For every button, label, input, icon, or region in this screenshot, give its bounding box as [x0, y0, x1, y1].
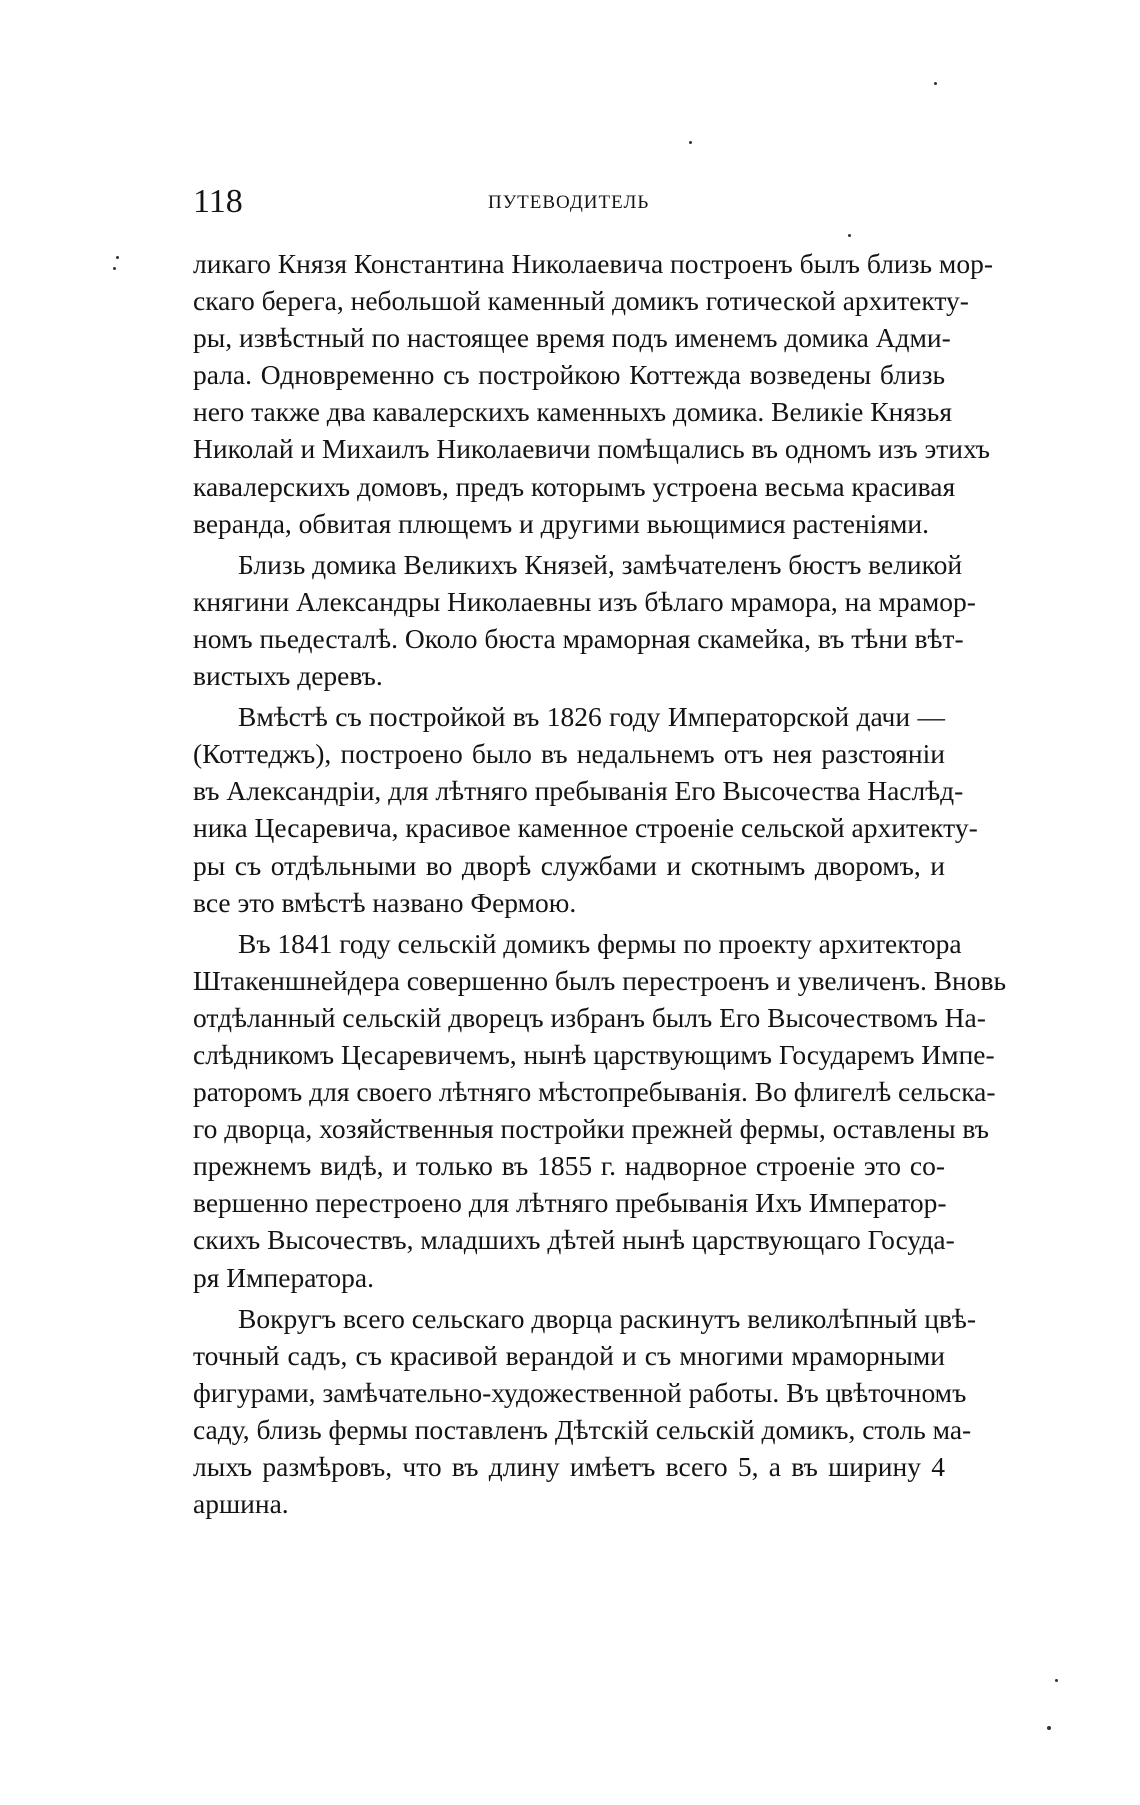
- text-line: прежнемъ видѣ, и только въ 1855 г. надворное строеніе это со-: [193, 1150, 945, 1182]
- text-line: все это вмѣстѣ названо Фермою.: [193, 886, 577, 918]
- text-line: саду, близь фермы поставленъ Дѣтскій сельскій домикъ, столь ма-: [193, 1413, 972, 1445]
- text-line: скихъ Высочествъ, младшихъ дѣтей нынѣ царствующаго Госуда-: [193, 1224, 955, 1256]
- text-line: лыхъ размѣровъ, что въ длину имѣетъ всего 5, а въ ширину 4: [193, 1451, 945, 1482]
- text-line: въ Александріи, для лѣтняго пребыванія Его Высочества Наслѣд-: [193, 775, 964, 807]
- page-header: [193, 182, 945, 222]
- text-line: номъ пьедесталѣ. Около бюста мраморная скамейка, въ тѣни вѣт-: [193, 622, 964, 654]
- text-line: Вокругъ всего сельскаго дворца раскинутъ великолѣпный цвѣ-: [238, 1302, 977, 1334]
- scan-speck: [934, 82, 937, 85]
- scan-speck: [116, 256, 119, 259]
- text-line: слѣдникомъ Цесаревичемъ, нынѣ царствующимъ Государемъ Импе-: [193, 1038, 995, 1070]
- text-line: ры, извѣстный по настоящее время подъ именемъ домика Адми-: [193, 322, 951, 354]
- text-line: аршина.: [193, 1488, 289, 1520]
- paragraph: [193, 245, 993, 542]
- scan-speck: [113, 267, 116, 270]
- text-line: рала. Одновременно съ постройкою Коттежда возведены близь: [193, 359, 945, 391]
- text-line: княгини Александры Николаевны изъ бѣлаго мрамора, на мрамор-: [193, 585, 976, 617]
- text-line: веранда, обвитая плющемъ и другими вьющимися растеніями.: [193, 507, 929, 539]
- text-line: вистыхъ деревъ.: [193, 660, 383, 692]
- text-line: ника Цесаревича, красивое каменное строеніе сельской архитекту-: [193, 812, 978, 844]
- text-line: Штакеншнейдера совершенно былъ перестроенъ и увеличенъ. Вновь: [193, 964, 1007, 996]
- paragraph: [193, 698, 978, 921]
- text-line: него также два кавалерскихъ каменныхъ домика. Великіе Князья: [193, 396, 952, 428]
- running-head: ПУТЕВОДИТЕЛЬ: [488, 192, 650, 213]
- text-line: отдѣланный сельскій дворецъ избранъ былъ Его Высочествомъ На-: [193, 1001, 986, 1033]
- page-number: 118: [193, 183, 243, 220]
- text-line: фигурами, замѣчательно-художественной работы. Въ цвѣточномъ: [193, 1376, 967, 1408]
- text-line: Николай и Михаилъ Николаевичи помѣщались въ одномъ изъ этихъ: [193, 433, 990, 465]
- text-line: Близь домика Великихъ Князей, замѣчателенъ бюстъ великой: [238, 548, 963, 580]
- paragraph: [193, 1300, 977, 1523]
- text-line: кавалерскихъ домовъ, предъ которымъ устроена весьма красивая: [193, 470, 956, 502]
- scan-speck: [689, 141, 692, 144]
- text-line: ликаго Князя Константина Николаевича построенъ былъ близь мор-: [193, 248, 993, 279]
- text-line: скаго берега, небольшой каменный домикъ готической архитекту-: [193, 285, 969, 317]
- scan-speck: [1047, 1726, 1051, 1730]
- text-line: Вмѣстѣ съ постройкой въ 1826 году Императорской дачи —: [238, 701, 945, 733]
- paragraph: [193, 925, 1007, 1296]
- scan-speck: [1055, 1679, 1058, 1682]
- text-line: Въ 1841 году сельскій домикъ фермы по проекту архитектора: [238, 927, 962, 959]
- text-line: ры съ отдѣльными во дворѣ службами и скотнымъ дворомъ, и: [193, 849, 945, 881]
- text-line: го дворца, хозяйственныя постройки прежней фермы, оставлены въ: [193, 1113, 989, 1145]
- text-line: вершенно перестроено для лѣтняго пребыванія Ихъ Император-: [193, 1187, 947, 1219]
- text-line: ря Императора.: [193, 1261, 374, 1293]
- scan-speck: [848, 234, 851, 237]
- paragraph: [193, 546, 976, 694]
- text-line: (Коттеджъ), построено было въ недальнемъ отъ нея разстояніи: [193, 738, 945, 770]
- body-text: [193, 245, 1007, 1522]
- text-line: раторомъ для своего лѣтняго мѣстопребыванія. Во флигелѣ сельска-: [193, 1076, 996, 1108]
- text-line: точный садъ, съ красивой верандой и съ многими мраморными: [193, 1339, 945, 1371]
